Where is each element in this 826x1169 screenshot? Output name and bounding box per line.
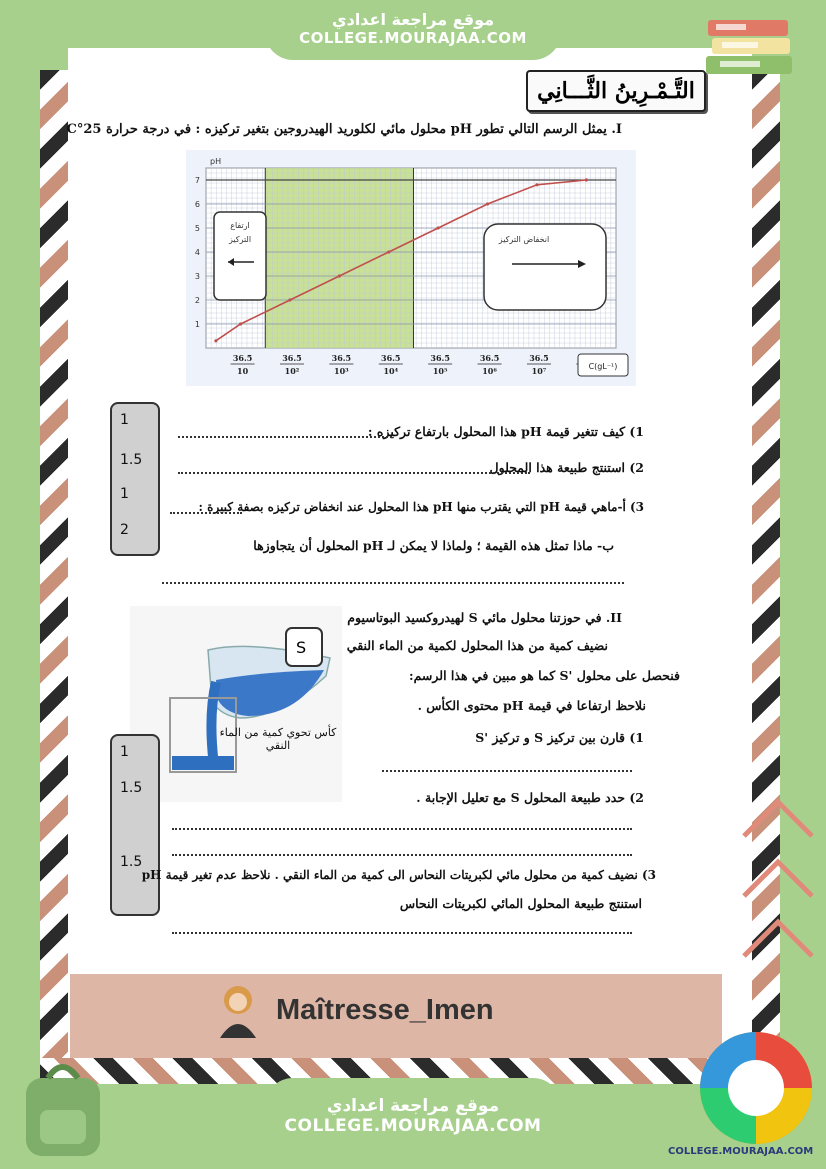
x-tick-numerator: 36.5 xyxy=(479,353,500,363)
data-point xyxy=(387,250,390,253)
backpack-icon xyxy=(12,1050,112,1160)
answer-line[interactable] xyxy=(178,472,530,474)
score-q1: 1 xyxy=(120,744,129,760)
x-tick-denominator: 10² xyxy=(284,366,300,376)
beaker-label-s: S xyxy=(296,638,307,657)
part2-score-box xyxy=(110,734,160,916)
part2-line-1: II. في حوزتنا محلول مائي S لهيدروكسيد البوتاسيوم xyxy=(347,610,622,625)
ph-chart xyxy=(186,150,636,386)
x-tick-denominator: 10⁴ xyxy=(383,366,399,376)
beaker-caption: كأس تحوي كمية من الماء النقي xyxy=(219,726,337,752)
y-tick-label: 5 xyxy=(194,224,200,233)
x-tick-denominator: 10⁵ xyxy=(432,366,448,376)
answer-line[interactable] xyxy=(170,512,242,514)
header-site-badge[interactable] xyxy=(265,4,561,60)
answer-line[interactable] xyxy=(382,770,632,772)
score-q3: 1.5 xyxy=(120,854,143,870)
y-tick-label: 3 xyxy=(194,272,200,281)
part2-line-3: فنحصل على محلول 'S كما هو مبين في هذا الرسم: xyxy=(408,668,680,683)
data-point xyxy=(486,202,489,205)
y-tick-label: 6 xyxy=(194,200,200,209)
y-axis-label: pH xyxy=(210,157,222,166)
x-axis-label: C(gL⁻¹) xyxy=(588,362,618,371)
x-tick-numerator: 36.5 xyxy=(282,353,302,363)
answer-line[interactable] xyxy=(162,582,624,584)
x-tick-numerator: 36.5 xyxy=(430,353,450,363)
x-tick-numerator: 36.5 xyxy=(381,353,401,363)
footer-site-url[interactable]: COLLEGE.MOURAJAA.COM xyxy=(284,1116,542,1136)
part1-question-1: 1) كيف تتغير قيمة pH هذا المحلول بارتفاع تركيزه : xyxy=(367,424,644,439)
x-tick-numerator: 36.5 xyxy=(331,353,352,363)
part1-question-3b: ب- ماذا تمثل هذه القيمة ؛ ولماذا لا يمكن لـ pH المحلول أن يتجاوزها xyxy=(253,538,614,553)
data-point xyxy=(437,226,440,229)
data-point xyxy=(535,183,538,186)
beaker-drawing xyxy=(130,606,342,802)
logo-caption: COLLEGE.MOURAJAA.COM xyxy=(668,1146,814,1157)
footer-site-badge[interactable] xyxy=(265,1078,561,1168)
part2-line-2: نضيف كمية من هذا المحلول لكمية من الماء النقي xyxy=(346,638,608,653)
answer-line[interactable] xyxy=(172,932,632,934)
score-q1: 1 xyxy=(120,412,129,428)
data-point xyxy=(239,322,242,325)
x-tick-denominator: 10⁶ xyxy=(482,366,497,376)
y-tick-label: 4 xyxy=(194,248,200,257)
author-avatar xyxy=(212,980,264,1040)
answer-line[interactable] xyxy=(178,436,392,438)
part1-question-2: 2) استنتج طبيعة هذا المحلول xyxy=(489,460,644,475)
y-tick-label: 1 xyxy=(194,320,200,329)
x-tick-numerator: 36.5 xyxy=(232,353,253,363)
part2-line-4: نلاحظ ارتفاعا في قيمة pH محتوى الكأس . xyxy=(417,698,646,713)
part1-question-3a: 3) أ-ماهي قيمة pH التي يقترب منها pH هذا المحلول عند انخفاض تركيزه بصفة كبيرة : xyxy=(198,500,644,514)
y-tick-label: 2 xyxy=(194,296,200,305)
data-point xyxy=(214,339,217,342)
left-border-stripes xyxy=(40,70,68,1070)
part2-question-3a: 3) نضيف كمية من محلول مائي لكبريتات النحاس الى كمية من الماء النقي . نلاحظ عدم تغير قيمة pH xyxy=(141,868,656,882)
part2-question-3b: استنتج طبيعة المحلول المائي لكبريتات النحاس xyxy=(399,896,642,911)
annotation-left-text-1: ارتفاع xyxy=(230,221,250,230)
annotation-left-text-2: التركيز xyxy=(228,235,252,244)
answer-line[interactable] xyxy=(172,854,632,856)
data-point xyxy=(585,178,588,181)
y-tick-label: 7 xyxy=(194,176,200,185)
header-site-arabic: موقع مراجعة اعدادي xyxy=(331,10,495,29)
data-point xyxy=(288,298,291,301)
score-q2: 1.5 xyxy=(120,780,143,796)
beaker-illustration xyxy=(130,606,342,802)
exercise-title: التَّـمْـرِينُ الثَّـــانِي xyxy=(526,70,706,112)
books-icon xyxy=(700,10,800,90)
ph-chart-svg xyxy=(186,150,636,386)
author-name: Maîtresse_Imen xyxy=(276,994,494,1026)
part2-question-2: 2) حدد طبيعة المحلول S مع تعليل الإجابة . xyxy=(416,790,644,805)
part2-question-1: 1) قارن بين تركيز S و تركيز 'S xyxy=(475,730,644,745)
x-tick-denominator: 10³ xyxy=(334,366,349,376)
chevrons-decoration xyxy=(738,796,818,966)
x-tick-numerator: 36.5 xyxy=(529,353,549,363)
site-logo-icon[interactable] xyxy=(696,1028,816,1148)
score-q2: 1.5 xyxy=(120,452,143,468)
header-site-url[interactable]: COLLEGE.MOURAJAA.COM xyxy=(299,29,527,47)
footer-site-arabic: موقع مراجعة اعدادي xyxy=(326,1096,500,1116)
score-q3a: 1 xyxy=(120,486,129,502)
part1-score-box xyxy=(110,402,160,556)
answer-line[interactable] xyxy=(172,828,632,830)
data-point xyxy=(338,274,341,277)
part1-intro: I. يمثل الرسم التالي تطور pH محلول مائي لكلوريد الهيدروجين بتغير تركيزه : في درجة حرارة 25°C xyxy=(66,122,622,137)
annotation-right-text: انخفاض التركيز xyxy=(498,235,550,244)
x-tick-denominator: 10⁷ xyxy=(531,366,547,376)
x-tick-denominator: 10 xyxy=(237,366,249,376)
score-q3b: 2 xyxy=(120,522,129,538)
